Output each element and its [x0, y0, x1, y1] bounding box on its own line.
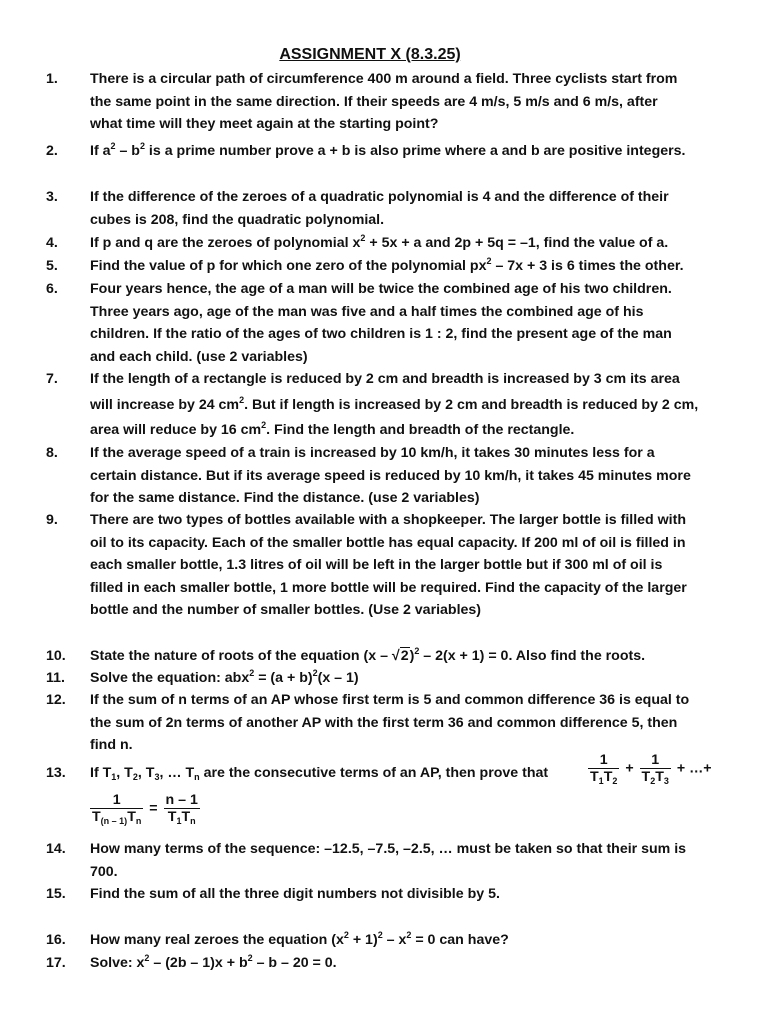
text-line: There are two types of bottles available with a shopkeeper. The larger bottle is filled with — [90, 512, 687, 528]
text-line: find n. — [90, 737, 133, 753]
question-number: 6. — [46, 281, 58, 297]
question-number: 12. — [46, 692, 66, 708]
question-number: 16. — [46, 932, 66, 948]
question-number: 14. — [46, 841, 66, 857]
question-text: Solve: $x^2 - (2b - 1)x + b^2 - b - 20 = 0$. — [90, 953, 337, 971]
question-text — [90, 186, 750, 231]
question-text — [90, 883, 750, 906]
fraction-3: $\frac{1}{T_{(n - 1)}T_n}$ — [92, 792, 142, 826]
page-title: ASSIGNMENT X (8.3.25) — [279, 46, 461, 63]
question-number: 17. — [46, 955, 66, 971]
question-text — [90, 278, 750, 368]
text-line: and each child. (use 2 variables) — [90, 348, 308, 365]
question-number: 9. — [46, 512, 58, 528]
question-number: 2. — [46, 143, 58, 159]
question-text: If $T_1$, $T_2$, $T_3$, … $T_n$ are the consecutive terms of an AP, then prove that — [90, 765, 549, 782]
text-line: If the sum of n terms of an AP whose first term is 5 and common difference 36 is equal to — [90, 692, 690, 708]
text-line: bottle and the number of smaller bottles. (Use 2 variables) — [90, 602, 482, 618]
fraction-4: $\frac{n - 1}{T_1T_n}$ — [165, 792, 198, 826]
question-text: Solve the equation: $abx^2 = (a + b)^2(x - 1)$ — [90, 668, 359, 686]
fraction-1: $\frac{1}{T_1T_2}$ — [590, 752, 618, 786]
question-text: Find the value of p for which one zero of the polynomial $px^2 - 7x + 3$ is 6 times the other. — [90, 256, 684, 274]
text-line: certain distance. But if its average speed is reduced by 10 km/h, it takes 45 minutes more — [90, 467, 691, 484]
question-text: State the nature of roots of the equation (x – √2)$^2$ – 2(x + 1) = 0. Also find the roots. — [90, 646, 646, 664]
question-text — [90, 509, 750, 622]
text-line: Four years hence, the age of a man will be twice the combined age of his two children. — [90, 281, 672, 297]
text-line: the same point in the same direction. If their speeds are 4 m/s, 5 m/s and 6 m/s, after — [90, 93, 658, 110]
question-number: 7. — [46, 371, 58, 387]
text-line: How many terms of the sequence: –12.5, –7.5, –2.5, … must be taken so that their sum is — [90, 841, 687, 857]
question-number: 13. — [46, 765, 66, 781]
fraction-row-1: $\frac{1}{T_1T_2}$ + $\frac{1}{T_2T_3}$ + …+ — [590, 752, 712, 786]
text-line: There is a circular path of circumference 400 m around a field. Three cyclists start from — [90, 71, 678, 87]
question-number: 5. — [46, 258, 58, 274]
text-line: area will reduce by 16 $cm^2$. Find the length and breadth of the rectangle. — [90, 420, 575, 438]
text-line: Three years ago, age of the man was five and a half times the combined age of his — [90, 303, 644, 320]
text-line: Find the sum of all the three digit numbers not divisible by 5. — [90, 886, 500, 902]
question-text: If $a^2 - b^2$ is a prime number prove a + b is also prime where a and b are positive integers. — [90, 141, 686, 159]
question-text: If p and q are the zeroes of polynomial $x^2 + 5x + a$ and 2p + 5q = –1, find the value of a. — [90, 233, 669, 251]
text-line: If the average speed of a train is increased by 10 km/h, it takes 30 minutes less for a — [90, 445, 655, 461]
question-number: 11. — [46, 670, 65, 686]
question-number: 3. — [46, 189, 58, 205]
question-number: 15. — [46, 886, 66, 902]
text-line: each smaller bottle, 1.3 litres of oil will be left in the larger bottle but if 300 ml of oil is — [90, 557, 663, 573]
question-number: 8. — [46, 445, 58, 461]
fraction-2: $\frac{1}{T_2T_3}$ — [641, 752, 669, 786]
text-line: oil to its capacity. Each of the smaller bottle has equal capacity. If 200 ml of oil is filled in — [90, 534, 686, 551]
text-line: If the difference of the zeroes of a quadratic polynomial is 4 and the difference of their — [90, 189, 669, 205]
text-line: cubes is 208, find the quadratic polynomial. — [90, 211, 385, 228]
text-line: what time will they meet again at the starting point? — [90, 116, 439, 132]
text-line: If the length of a rectangle is reduced by 2 cm and breadth is increased by 3 cm its area — [90, 371, 680, 387]
question-text — [90, 689, 750, 757]
text-line: will increase by 24 $cm^2$. But if length is increased by 2 cm and breadth is reduced by 2 cm, — [90, 394, 699, 413]
question-text — [90, 838, 750, 883]
question-text — [90, 442, 750, 510]
question-number: 4. — [46, 235, 58, 251]
question-number: 1. — [46, 71, 58, 87]
question-text — [90, 368, 750, 442]
text-line: filled in each smaller bottle, 1 more bottle will be required. Find the capacity of the larger — [90, 579, 687, 596]
text-line: the sum of 2n terms of another AP with the first term 36 and common difference 5, then — [90, 714, 678, 731]
question-number: 10. — [46, 648, 66, 664]
fraction-row-2: $\frac{1}{T_{(n - 1)}T_n}$ = $\frac{n - 1}{T_1T_n}$ — [92, 792, 198, 826]
question-text: How many real zeroes the equation $(x^2 + 1)^2 - x^2 = 0$ can have? — [90, 930, 509, 948]
text-line: for the same distance. Find the distance. (use 2 variables) — [90, 490, 480, 506]
text-line: children. If the ratio of the ages of two children is 1 : 2, find the present age of the man — [90, 326, 672, 342]
text-line: 700. — [90, 863, 118, 880]
question-text — [90, 68, 750, 136]
